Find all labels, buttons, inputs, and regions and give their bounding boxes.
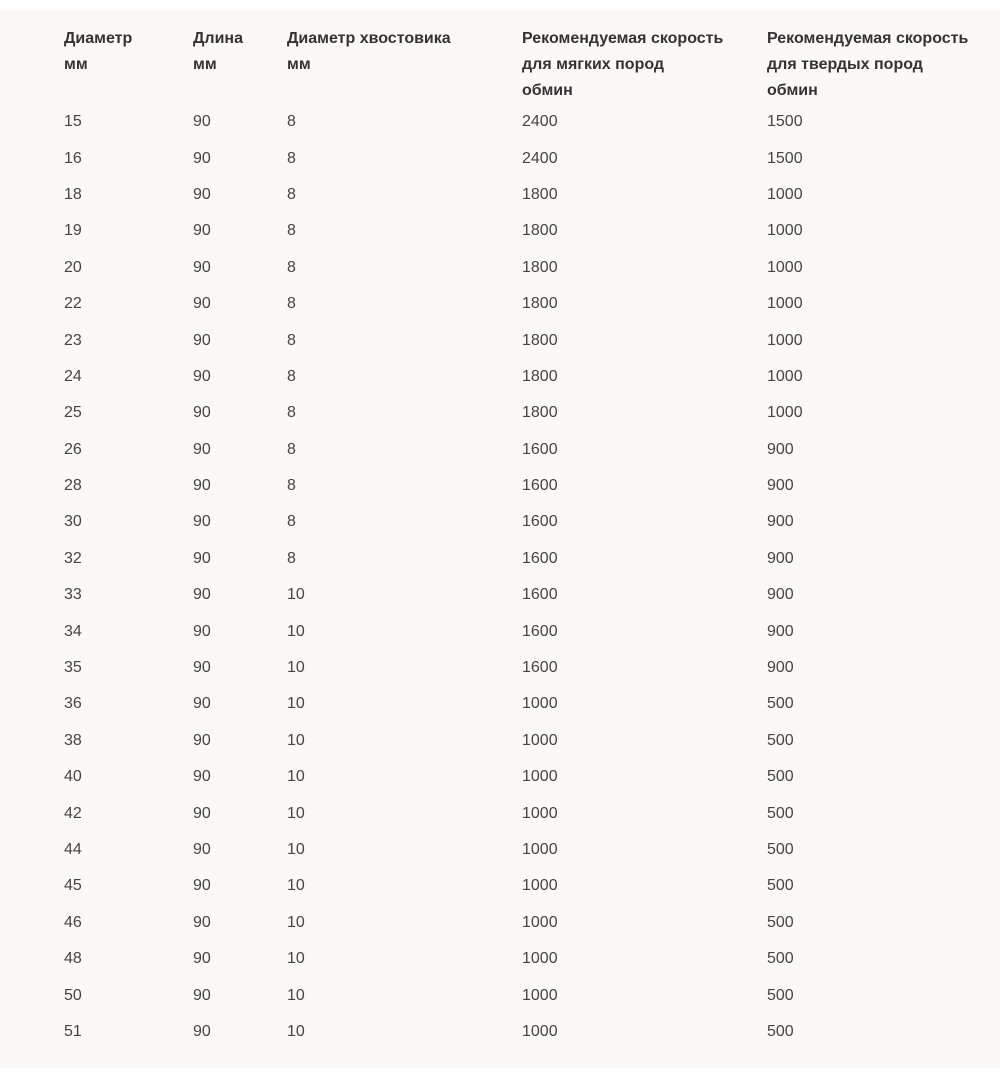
cell-speed-soft: 1000 [522,950,558,968]
cell-speed-soft: 1000 [522,695,558,713]
cell-shank-diameter: 10 [287,804,305,822]
cell-length: 90 [193,367,211,385]
cell-speed-hard: 900 [767,440,794,458]
cell-length: 90 [193,295,211,313]
cell-diameter: 26 [64,440,82,458]
cell-speed-soft: 2400 [522,149,558,167]
cell-diameter: 46 [64,913,82,931]
cell-speed-soft: 1800 [522,222,558,240]
cell-speed-hard: 900 [767,586,794,604]
table-row [0,104,1000,140]
cell-diameter: 19 [64,222,82,240]
cell-length: 90 [193,950,211,968]
cell-shank-diameter: 8 [287,404,296,422]
cell-speed-hard: 900 [767,659,794,677]
header-diameter-line: мм [64,56,88,73]
cell-diameter: 51 [64,1022,82,1040]
header-shank-diameter [287,10,522,104]
cell-speed-hard: 500 [767,950,794,968]
cell-length: 90 [193,222,211,240]
cell-diameter: 23 [64,331,82,349]
cell-shank-diameter: 8 [287,113,296,131]
table-row [0,504,1000,540]
header-shank-diameter-line: мм [287,56,311,73]
specs-panel [0,10,1000,1068]
cell-speed-soft: 1800 [522,185,558,203]
cell-speed-soft: 1000 [522,986,558,1004]
cell-shank-diameter: 8 [287,549,296,567]
cell-speed-hard: 1000 [767,222,803,240]
cell-length: 90 [193,695,211,713]
cell-speed-soft: 1600 [522,513,558,531]
cell-diameter: 20 [64,258,82,276]
cell-length: 90 [193,877,211,895]
cell-length: 90 [193,113,211,131]
table-row [0,286,1000,322]
header-speed-hard-line: для твердых пород [767,56,923,73]
table-body [0,104,1000,1050]
cell-shank-diameter: 10 [287,1022,305,1040]
cell-speed-soft: 1600 [522,586,558,604]
cell-shank-diameter: 8 [287,477,296,495]
cell-speed-soft: 1000 [522,768,558,786]
cell-speed-soft: 1600 [522,440,558,458]
header-speed-hard-line: обмин [767,82,818,99]
header-diameter-line: Диаметр [64,30,133,47]
cell-speed-hard: 1000 [767,185,803,203]
cell-diameter: 18 [64,185,82,203]
cell-speed-soft: 1000 [522,877,558,895]
cell-diameter: 28 [64,477,82,495]
header-diameter [0,10,193,104]
cell-speed-hard: 1000 [767,295,803,313]
cell-length: 90 [193,1022,211,1040]
cell-speed-soft: 1000 [522,841,558,858]
table-row [0,1014,1000,1050]
table-row [0,686,1000,722]
cell-speed-hard: 1000 [767,367,803,385]
cell-speed-soft: 2400 [522,113,558,131]
cell-speed-hard: 1000 [767,331,803,349]
cell-shank-diameter: 10 [287,659,305,677]
table-row [0,905,1000,941]
table-row [0,322,1000,358]
cell-length: 90 [193,149,211,167]
header-speed-soft-line: для мягких пород [522,56,665,73]
cell-speed-soft: 1000 [522,804,558,822]
cell-shank-diameter: 10 [287,695,305,713]
cell-shank-diameter: 8 [287,258,296,276]
cell-shank-diameter: 8 [287,513,296,531]
table-header [0,10,1000,104]
cell-length: 90 [193,622,211,640]
cell-shank-diameter: 10 [287,986,305,1004]
cell-speed-hard: 500 [767,913,794,931]
cell-diameter: 35 [64,659,82,677]
cell-length: 90 [193,659,211,677]
cell-speed-hard: 900 [767,549,794,567]
table-row [0,468,1000,504]
cell-diameter: 48 [64,950,82,968]
cell-speed-hard: 1000 [767,258,803,276]
table-row [0,140,1000,176]
cell-diameter: 45 [64,877,82,895]
cell-length: 90 [193,331,211,349]
cell-speed-soft: 1000 [522,731,558,749]
header-length-line: мм [193,56,217,73]
table-row [0,250,1000,286]
cell-diameter: 30 [64,513,82,531]
cell-length: 90 [193,586,211,604]
cell-diameter: 24 [64,367,82,385]
table-row [0,541,1000,577]
cell-speed-hard: 900 [767,622,794,640]
cell-diameter: 25 [64,404,82,422]
table-row [0,795,1000,831]
table-row [0,650,1000,686]
cell-speed-soft: 1800 [522,295,558,313]
header-length-line: Длина [193,30,243,47]
cell-length: 90 [193,768,211,786]
cell-speed-hard: 500 [767,768,794,786]
cell-diameter: 40 [64,768,82,786]
cell-shank-diameter: 8 [287,295,296,313]
cell-diameter: 42 [64,804,82,822]
cell-shank-diameter: 10 [287,768,305,786]
table-row [0,759,1000,795]
header-shank-diameter-line: Диаметр хвостовика [287,30,451,47]
cell-length: 90 [193,549,211,567]
cell-shank-diameter: 10 [287,622,305,640]
header-speed-hard [767,10,1000,104]
cell-length: 90 [193,513,211,531]
cell-speed-hard: 900 [767,477,794,495]
cell-length: 90 [193,841,211,858]
header-speed-soft-line: обмин [522,82,573,99]
cell-speed-hard: 900 [767,513,794,531]
cell-speed-hard: 500 [767,804,794,822]
cell-speed-hard: 500 [767,841,794,858]
header-row [0,10,1000,104]
cell-shank-diameter: 8 [287,440,296,458]
cell-speed-soft: 1600 [522,477,558,495]
cell-speed-soft: 1600 [522,622,558,640]
cell-diameter: 34 [64,622,82,640]
cell-diameter: 36 [64,695,82,713]
header-speed-soft [522,10,767,104]
cell-length: 90 [193,477,211,495]
specs-table [0,10,1000,1050]
cell-speed-hard: 500 [767,877,794,895]
cell-speed-hard: 500 [767,731,794,749]
cell-speed-hard: 500 [767,986,794,1004]
cell-shank-diameter: 10 [287,586,305,604]
cell-shank-diameter: 8 [287,367,296,385]
cell-shank-diameter: 8 [287,149,296,167]
cell-speed-soft: 1000 [522,913,558,931]
cell-shank-diameter: 8 [287,185,296,203]
cell-speed-soft: 1600 [522,659,558,677]
table-row [0,177,1000,213]
cell-speed-soft: 1600 [522,549,558,567]
cell-length: 90 [193,440,211,458]
cell-length: 90 [193,731,211,749]
cell-length: 90 [193,258,211,276]
table-row [0,613,1000,649]
cell-speed-soft: 1800 [522,367,558,385]
cell-shank-diameter: 10 [287,950,305,968]
cell-length: 90 [193,404,211,422]
cell-diameter: 44 [64,841,82,858]
cell-speed-soft: 1000 [522,1022,558,1040]
table-row [0,577,1000,613]
cell-speed-hard: 1500 [767,113,803,131]
cell-length: 90 [193,185,211,203]
cell-diameter: 15 [64,113,82,131]
table-row [0,359,1000,395]
cell-speed-hard: 1000 [767,404,803,422]
cell-length: 90 [193,913,211,931]
cell-diameter: 32 [64,549,82,567]
cell-shank-diameter: 10 [287,731,305,749]
cell-shank-diameter: 8 [287,331,296,349]
cell-speed-soft: 1800 [522,404,558,422]
cell-shank-diameter: 10 [287,841,305,858]
cell-shank-diameter: 10 [287,913,305,931]
cell-speed-soft: 1800 [522,258,558,276]
cell-shank-diameter: 10 [287,877,305,895]
table-row [0,213,1000,249]
cell-diameter: 38 [64,731,82,749]
header-length [193,10,287,104]
header-speed-hard-line: Рекомендуемая скорость [767,30,969,47]
cell-length: 90 [193,986,211,1004]
table-row [0,832,1000,868]
cell-speed-soft: 1800 [522,331,558,349]
cell-speed-hard: 500 [767,695,794,713]
table-row [0,977,1000,1013]
table-row [0,395,1000,431]
table-row [0,432,1000,468]
header-speed-soft-line: Рекомендуемая скорость [522,30,724,47]
table-row [0,868,1000,904]
table-row [0,941,1000,977]
cell-length: 90 [193,804,211,822]
cell-diameter: 22 [64,295,82,313]
cell-diameter: 16 [64,149,82,167]
cell-shank-diameter: 8 [287,222,296,240]
cell-speed-hard: 1500 [767,149,803,167]
cell-diameter: 50 [64,986,82,1004]
table-row [0,723,1000,759]
cell-diameter: 33 [64,586,82,604]
cell-speed-hard: 500 [767,1022,794,1040]
